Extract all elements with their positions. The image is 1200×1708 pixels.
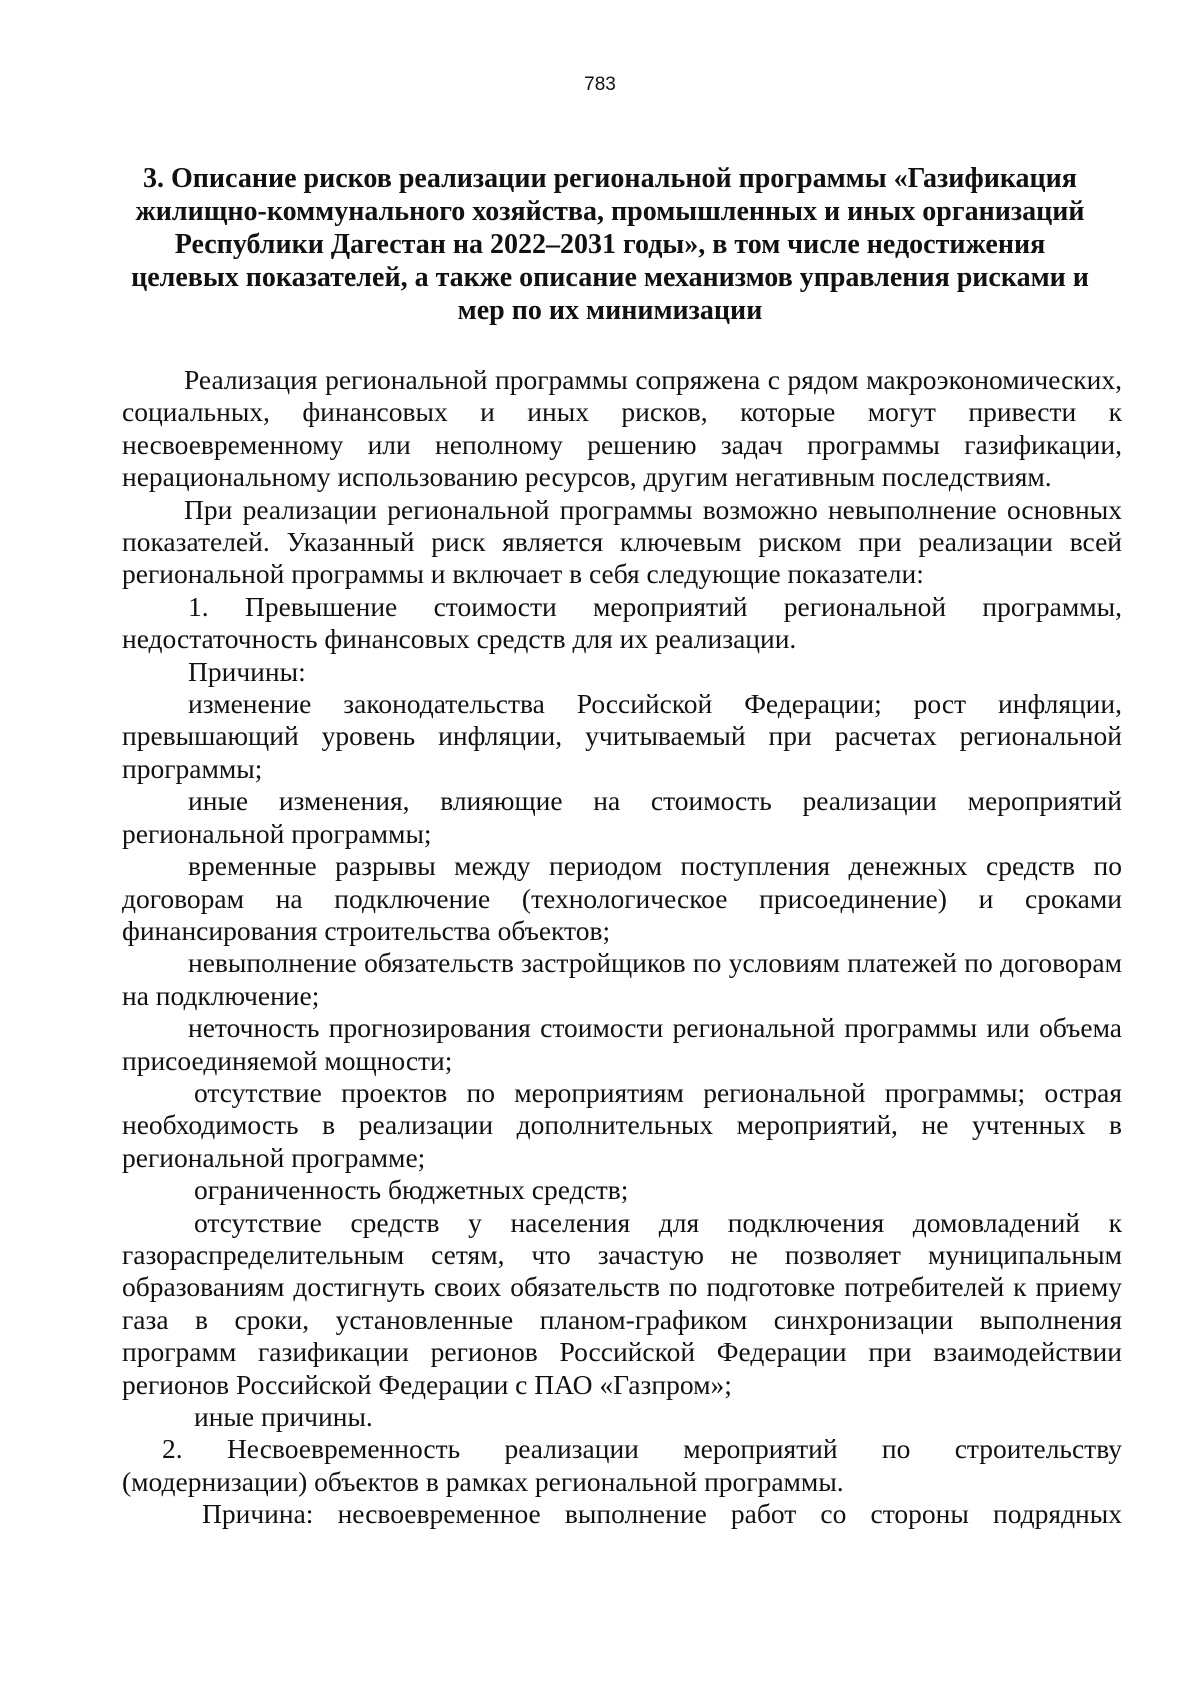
list-item: отсутствие проектов по мероприятиям региональной программы; острая необходимость в реализации дополнительных мероприятий, не учтенных в региональной программе; [122, 1076, 1122, 1173]
paragraph: Причины: [188, 655, 306, 687]
body-text [122, 364, 1122, 1531]
list-item: 1. Превышение стоимости мероприятий региональной программы, недостаточность финансовых средств для их реализации. [122, 590, 1122, 655]
paragraph: При реализации региональной программы возможно невыполнение основных показателей. Указанный риск является ключевым риском при реализации всей региональной программы и включает в себя следующие показатели: [122, 493, 1122, 590]
page-number: 783 [584, 74, 616, 95]
section-heading: 3. Описание рисков реализации региональной программы «Газификация жилищно-коммунального хозяйства, промышленных и иных организаций Республики Дагестан на 2022–2031 годы», в том числе недостижения целевых показателей, а также описание механизмов управления рисками и мер по их минимизации [131, 163, 1089, 326]
list-item: иные причины. [194, 1401, 373, 1432]
list-item: иные изменения, влияющие на стоимость реализации мероприятий региональной программы; [122, 785, 1122, 849]
list-item: отсутствие средств у населения для подключения домовладений к газораспределительным сетям, что зачастую не позволяет муниципальным образованиям достигнуть своих обязательств по подготовке потребителей к приему газа в сроки, установленные планом-графиком синхронизации выполнения программ газификации регионов Российской Федерации при взаимодействии регионов Российской Федерации с ПАО «Газпром»; [122, 1206, 1122, 1400]
list-item: неточность прогнозирования стоимости региональной программы или объема присоединяемой мощности; [122, 1012, 1122, 1076]
list-item: 2. Несвоевременность реализации мероприятий по строительству (модернизации) объектов в рамках региональной программы. [122, 1433, 1122, 1497]
paragraph: Реализация региональной программы сопряжена с рядом макроэкономических, социальных, финансовых и иных рисков, которые могут привести к несвоевременному или неполному решению задач программы газификации, нерациональному использованию ресурсов, другим негативным последствиям. [122, 364, 1122, 493]
paragraph: Причина: несвоевременное выполнение работ со стороны подрядных [202, 1498, 1122, 1530]
list-item: изменение законодательства Российской Федерации; рост инфляции, превышающий уровень инфляции, учитываемый при расчетах региональной программы; [122, 688, 1122, 784]
list-item: временные разрывы между периодом поступления денежных средств по договорам на подключение (технологическое присоединение) и сроками финансирования строительства объектов; [122, 850, 1122, 946]
list-item: ограниченность бюджетных средств; [194, 1174, 629, 1206]
list-item: невыполнение обязательств застройщиков по условиям платежей по договорам на подключение; [122, 947, 1122, 1011]
